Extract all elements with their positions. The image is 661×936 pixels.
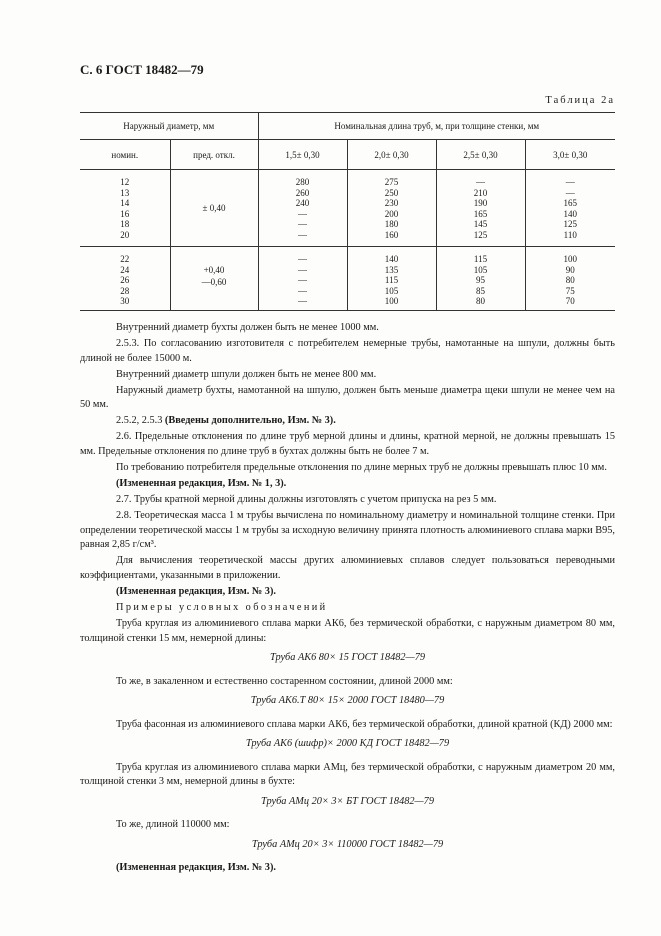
cell: — xyxy=(298,264,307,275)
amendment-note: (Введены дополнительно, Изм. № 3). xyxy=(164,415,336,427)
group-1-col-1 xyxy=(258,170,347,247)
cell: 20 xyxy=(120,229,130,240)
group-1-col-4 xyxy=(525,170,615,247)
section-heading: Примеры условных обозначений xyxy=(116,602,328,614)
cell: 14 xyxy=(120,198,130,208)
cell: — xyxy=(298,254,307,264)
cell: 275 xyxy=(384,177,399,187)
paragraph: То же, в закаленном и естественно состаренном состоянии, длиной 2000 мм: xyxy=(116,675,453,687)
designation-example: Труба АМц 20× 3× 110000 ГОСТ 18482—79 xyxy=(251,838,444,850)
cell: 260 xyxy=(295,187,310,198)
paragraph: По требованию потребителя предельные отклонения по длине мерных труб не должны превышать плюс 10 мм. xyxy=(116,462,607,474)
cell: 70 xyxy=(565,296,575,306)
cell: 200 xyxy=(384,208,399,219)
cell: — xyxy=(298,229,307,240)
cell: 210 xyxy=(473,187,488,198)
table-caption: Таблица 2а xyxy=(545,95,615,106)
cell: — xyxy=(298,296,307,306)
paragraph: То же, длиной 110000 мм: xyxy=(116,819,230,831)
cell: 18 xyxy=(120,219,130,229)
data-table xyxy=(80,112,615,311)
cell: 100 xyxy=(384,296,399,306)
group-2-tolerance xyxy=(170,247,258,311)
cell: 160 xyxy=(384,229,399,240)
cell: 145 xyxy=(473,219,488,229)
paragraph: Внутренний диаметр шпули должен быть не менее 800 мм. xyxy=(116,368,377,380)
page-header: С. 6 ГОСТ 18482—79 xyxy=(80,62,204,77)
designation-example: Труба АМц 20× 3× БТ ГОСТ 18482—79 xyxy=(261,795,434,807)
cell: 125 xyxy=(473,229,488,240)
cell: — xyxy=(565,177,575,187)
paragraph: 2.5.3. По согласованию изготовителя с потребителем немерные трубы, намотанные на шпули, должны быть длиной не более 15000 м. xyxy=(80,338,615,364)
cell: 90 xyxy=(565,264,575,275)
cell: 110 xyxy=(563,229,577,240)
cell: — xyxy=(476,177,485,187)
cell: — xyxy=(298,275,307,285)
group-1-tolerance xyxy=(170,170,258,247)
designation-example: Труба АК6 (шифр)× 2000 КД ГОСТ 18482—79 xyxy=(245,738,450,750)
head-wall-4: 3,0± 0,30 xyxy=(525,140,615,170)
group-1-col-3 xyxy=(436,170,525,247)
clause-ref: 2.5.2, 2.5.3 xyxy=(116,415,165,427)
cell: 12 xyxy=(120,177,130,187)
cell: 28 xyxy=(120,285,130,296)
cell: 240 xyxy=(295,198,310,208)
group-1-diameters xyxy=(80,170,170,247)
group-2-col-4 xyxy=(525,247,615,311)
paragraph: Наружный диаметр бухты, намотанной на шпулю, должен быть меньше диаметра щеки шпули не менее чем на 50 мм. xyxy=(80,384,615,411)
cell: 95 xyxy=(476,275,485,285)
designation-example: Труба АК6 80× 15 ГОСТ 18482—79 xyxy=(269,652,426,664)
paragraph: 2.6. Предельные отклонения по длине труб мерной длины и длины, кратной мерной, не должны превышать 15 мм. Предельные отклонения по длине труб в бухтах должны быть не более 7 м. xyxy=(80,431,615,457)
cell: — xyxy=(298,285,307,296)
body-text xyxy=(80,321,615,877)
head-outer-diameter: Наружный диаметр, мм xyxy=(123,121,215,131)
cell: 125 xyxy=(563,219,577,229)
paragraph: 2.7. Трубы кратной мерной длины должны изготовлять с учетом припуска на рез 5 мм. xyxy=(116,494,497,506)
cell: 115 xyxy=(384,275,399,285)
head-nominal-length: Номинальная длина труб, м, при толщине стенки, мм xyxy=(258,113,615,140)
cell: 190 xyxy=(473,198,488,208)
cell: 230 xyxy=(384,198,399,208)
cell: 165 xyxy=(473,208,488,219)
cell: +0,40 xyxy=(203,265,225,275)
amendment-note: (Измененная редакция, Изм. № 3). xyxy=(116,586,276,598)
group-2-col-2 xyxy=(347,247,436,311)
cell: 26 xyxy=(120,275,130,285)
head-wall-1: 1,5± 0,30 xyxy=(258,140,347,170)
group-1-col-2 xyxy=(347,170,436,247)
cell: 105 xyxy=(473,264,488,275)
cell: 30 xyxy=(120,296,130,306)
cell: 135 xyxy=(384,264,399,275)
cell: — xyxy=(298,219,307,229)
cell: — xyxy=(298,208,307,219)
head-wall-3: 2,5± 0,30 xyxy=(436,140,525,170)
cell: 80 xyxy=(565,275,575,285)
cell: 250 xyxy=(384,187,399,198)
cell: 180 xyxy=(384,219,399,229)
amendment-note: (Измененная редакция, Изм. № 1, 3). xyxy=(116,478,287,490)
cell: — xyxy=(565,187,575,198)
cell: 16 xyxy=(120,208,130,219)
designation-example: Труба АК6.Т 80× 15× 2000 ГОСТ 18480—79 xyxy=(250,695,445,707)
cell: 85 xyxy=(476,285,485,296)
cell: 165 xyxy=(563,198,577,208)
head-nominal: номин. xyxy=(111,149,139,160)
table-group-2 xyxy=(80,247,615,311)
head-wall-2: 2,0± 0,30 xyxy=(347,140,436,170)
amendment-note: (Измененная редакция, Изм. № 3). xyxy=(116,862,276,874)
paragraph: 2.8. Теоретическая масса 1 м трубы вычислена по номинальному диаметру и номинальной толщине стенки. При определении теоретической массы 1 м трубы за исходную величину принята плотность алюминиевого сплава марки В95, равная 2,85 г/см³. xyxy=(80,510,615,551)
paragraph: Труба круглая из алюминиевого сплава марки АМц, без термической обработки, с наружным диаметром 20 мм, толщиной стенки 3 мм, немерной длины в бухте: xyxy=(80,761,615,788)
paragraph: Труба фасонная из алюминиевого сплава марки АК6, без термической обработки, длиной кратной (КД) 2000 мм: xyxy=(116,718,613,730)
cell: 140 xyxy=(563,208,577,219)
cell: 105 xyxy=(384,285,399,296)
group-2-col-1 xyxy=(258,247,347,311)
cell: 22 xyxy=(120,254,130,264)
cell: 280 xyxy=(295,177,310,187)
head-tolerance: пред. откл. xyxy=(170,140,258,170)
paragraph: Для вычисления теоретической массы других алюминиевых сплавов следует пользоваться переводными коэффициентами, указанными в приложении. xyxy=(80,555,615,581)
paragraph: Внутренний диаметр бухты должен быть не менее 1000 мм. xyxy=(116,322,379,333)
cell: 75 xyxy=(565,285,575,296)
cell: ± 0,40 xyxy=(202,203,226,213)
cell: 115 xyxy=(473,254,488,264)
cell: 140 xyxy=(384,254,399,264)
paragraph xyxy=(80,414,615,429)
cell: 13 xyxy=(120,187,130,198)
cell: 100 xyxy=(563,254,577,264)
cell: 80 xyxy=(476,296,485,306)
paragraph: Труба круглая из алюминиевого сплава марки АК6, без термической обработки, с наружным диаметром 80 мм, толщиной стенки 15 мм, немерной длины: xyxy=(80,618,615,644)
cell: 24 xyxy=(120,264,130,275)
group-2-col-3 xyxy=(436,247,525,311)
cell: —0,60 xyxy=(201,277,227,287)
table-group-1 xyxy=(80,170,615,247)
group-2-diameters xyxy=(80,247,170,311)
